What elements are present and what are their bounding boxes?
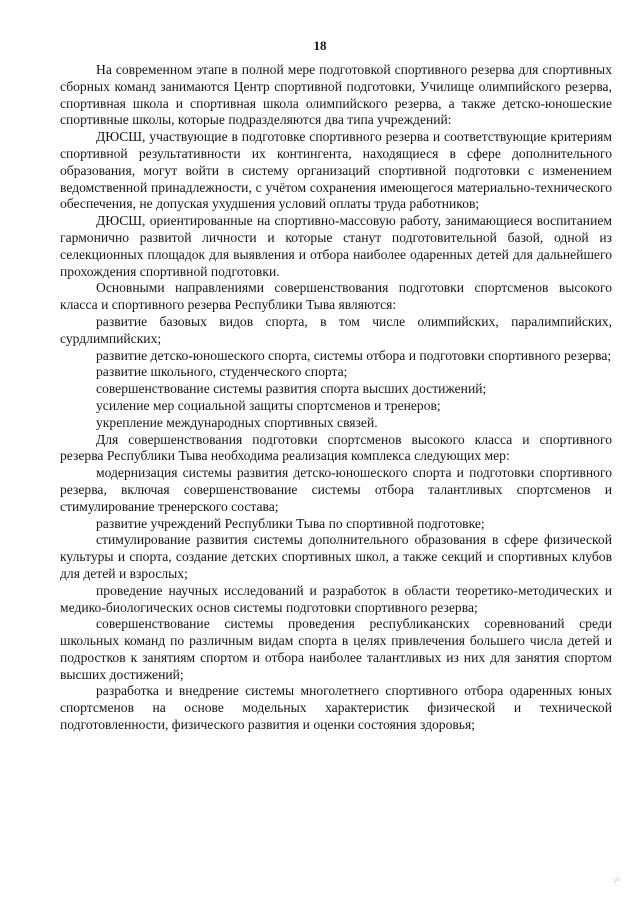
paragraph-dyussh-type-2: ДЮСШ, ориентированные на спортивно-массовую работу, занимающиеся воспитанием гармонично развитой личности и которые станут подготовительной базой, одной из селекционных площадок для выявления и отбора наиболее одаренных детей для дальнейшего прохождения спортивной подготовки. [60,213,612,279]
list-item-direction: усиление мер социальной защиты спортсменов и тренеров; [96,397,441,413]
list-item-direction: развитие детско-юношеского спорта, системы отбора и подготовки спортивного резерва; [96,347,612,363]
list-item-measure: модернизация системы развития детско-юношеского спорта и подготовки спортивного резерва, включая совершенствование системы отбора талантливых спортсменов и стимулирование тренерского состава; [60,465,612,514]
list-item-measure: развитие учреждений Республики Тыва по спортивной подготовке; [96,515,485,531]
paragraph-intro: На современном этапе в полной мере подготовкой спортивного резерва для спортивных сборных команд занимаются Центр спортивной подготовки, Училище олимпийского резерва, спортивная школа и спортивная школа олимпийского резерва, а также детско-юношеские спортивные школы, которые подразделяются два типа учреждений: [60,62,612,128]
paragraph-main-directions: Основными направлениями совершенствования подготовки спортсменов высокого класса и спортивного резерва Республики Тыва являются: [60,280,612,313]
list-item-direction: развитие школьного, студенческого спорта; [96,364,348,380]
list-item-measure: разработка и внедрение системы многолетнего спортивного отбора одаренных юных спортсменов на основе модельных характеристик физической и технической подготовленности, физического развития и оценки состояния здоровья; [60,683,612,733]
scan-artifact-mark: ·/· [612,875,620,885]
list-item-direction: укрепление международных спортивных связей. [96,414,378,430]
document-body [60,62,612,734]
list-item-direction: совершенствование системы развития спорта высших достижений; [96,381,487,397]
list-item-measure: стимулирование развития системы дополнительного образования в сфере физической культуры и спорта, создание детских спортивных школ, а также секций и спортивных клубов для детей и взрослых; [60,532,612,581]
paragraph-dyussh-type-1: ДЮСШ, участвующие в подготовке спортивного резерва и соответствующие критериям спортивной результативности их контингента, находящиеся в сфере дополнительного образования, могут войти в систему организаций спортивной подготовки с изменением ведомственной принадлежности, с учётом сохранения имеющегося материально-технического обеспечения, не допуская ухудшения условий оплаты труда работников; [60,129,612,212]
list-item-measure: совершенствование системы проведения республиканских соревнований среди школьных команд по различным видам спорта в целях привлечения большего числа детей и подростков к занятиям спортом и отбора наиболее талантливых из них для занятия спортом высших достижений; [60,616,612,682]
list-item-measure: проведение научных исследований и разработок в области теоретико-методических и медико-биологических основ системы подготовки спортивного резерва; [60,582,612,615]
list-item-direction: развитие базовых видов спорта, в том числе олимпийских, паралимпийских, сурдлимпийских; [60,313,612,346]
page-number: 18 [313,38,327,53]
paragraph-measures-intro: Для совершенствования подготовки спортсменов высокого класса и спортивного резерва Республики Тыва необходима реализация комплекса следующих мер: [60,431,612,464]
